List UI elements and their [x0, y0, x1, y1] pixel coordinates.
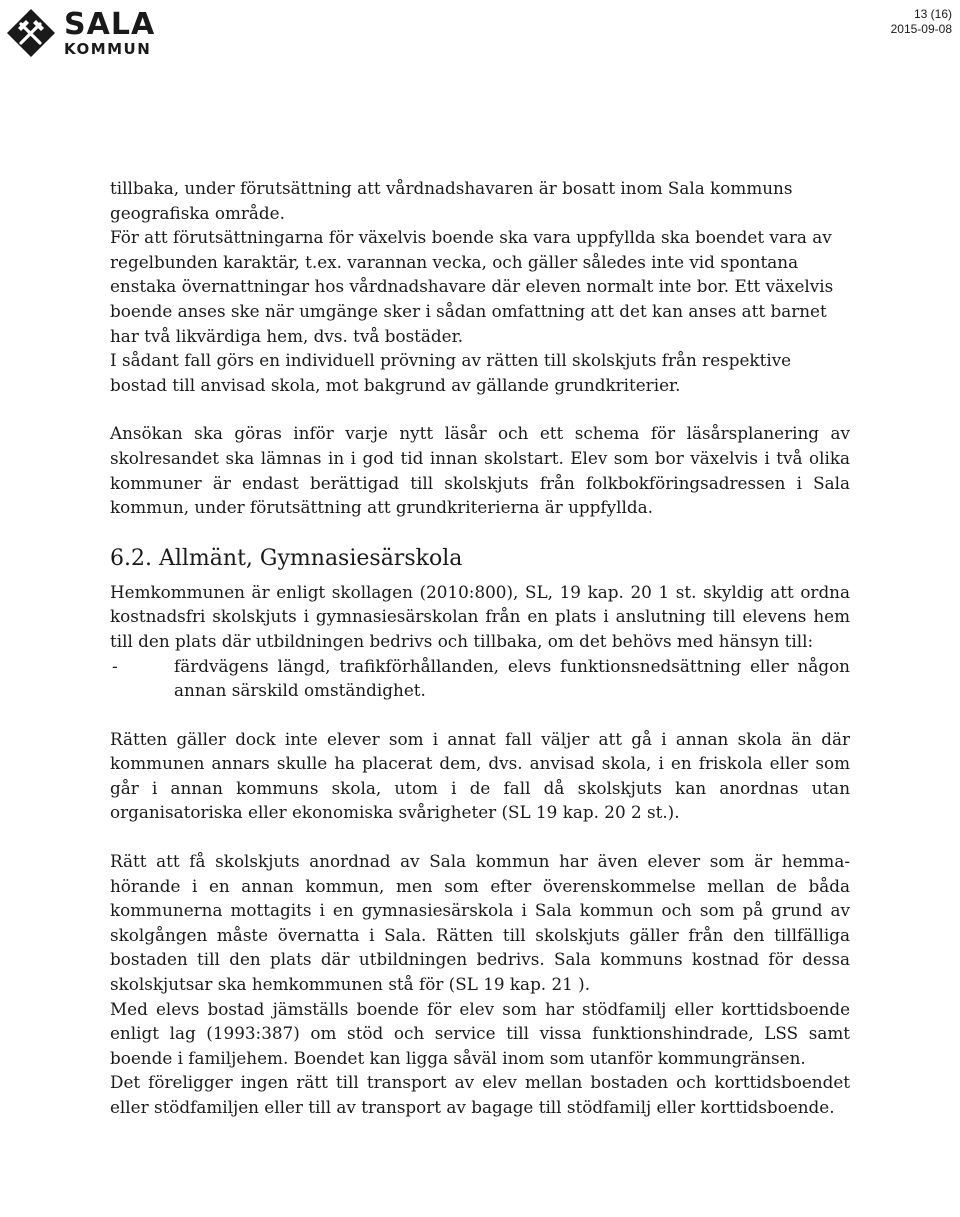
- page-number: 13 (16): [913, 7, 952, 21]
- paragraph-municipal-duty: Hemkommunen är enligt skollagen (2010:800), SL, 19 kap. 20 1 st. skyldig att ordna kostnadsfri skolskjuts i gymnasiesärskolan från en plats i anslutning till elevens hem till den plats där utbildningen bedrivs och tillbaka, om det behövs med hänsyn till:: [110, 581, 850, 651]
- paragraph-exception: Rätten gäller dock inte elever som i annat fall väljer att gå i annan skola än där kommunen annars skulle ha placerat dem, dvs. anvisad skola, i en friskola eller som går i annan kommuns skola, utom i de fall då skolskjuts kan anordnas utan organisatoriska eller ekonomiska svårigheter (SL 19 kap. 20 2 st.).: [110, 728, 850, 823]
- page-meta: [891, 7, 952, 37]
- paragraph-continuation: tillbaka, under förutsättning att vårdnadshavaren är bosatt inom Sala kommuns geografiska område.: [110, 178, 793, 223]
- paragraph-equivalent-housing: Med elevs bostad jämställs boende för elev som har stödfamilj eller korttidsboende enligt lag (1993:387) om stöd och service till vissa funktionshindrade, LSS samt boende i familjehem. Boendet kan ligga såväl inom som utanför kommungränsen.: [110, 998, 850, 1068]
- bullet-text: färdvägens längd, trafikförhållanden, elevs funktionsnedsättning eller någon annan särskild omständighet.: [174, 655, 850, 701]
- sala-kommun-logo: [6, 4, 155, 62]
- sala-emblem-icon: [6, 8, 56, 58]
- paragraph-alternating-housing: För att förutsättningarna för växelvis boende ska vara uppfyllda ska boendet vara av regelbunden karaktär, t.ex. varannan vecka, och gäller således inte vid spontana enstaka övernattningar hos vårdnadshavare där eleven normalt inte bor. Ett växelvis boende anses ske när umgänge sker i sådan omfattning att det kan anses att barnet har två likvärdiga hem, dvs. två bostäder.: [110, 227, 834, 346]
- bullet-marker: -: [112, 655, 118, 676]
- paragraph-individual-review: I sådant fall görs en individuell prövning av rätten till skolskjuts från respektive bostad till anvisad skola, mot bakgrund av gällande grundkriterier.: [110, 350, 792, 395]
- list-item: [110, 654, 850, 703]
- paragraph-no-transport-right: Det föreligger ingen rätt till transport av elev mellan bostaden och korttidsboendet eller stödfamiljen eller till av transport av bagage till stödfamilj eller korttidsboende.: [110, 1072, 850, 1117]
- logo-name: SALA: [64, 6, 156, 42]
- section-heading: 6.2. Allmänt, Gymnasiesärskola: [110, 545, 463, 571]
- document-date: 2015-09-08: [890, 22, 952, 36]
- logo-subtitle: KOMMUN: [64, 39, 152, 58]
- paragraph-application: Ansökan ska göras inför varje nytt läsår och ett schema för läsårsplanering av skolresandet ska lämnas in i god tid innan skolstart. Elev som bor växelvis i två olika kommuner är endast berättigad till skolskjuts från folkbokföringsadressen i Sala kommun, under förutsättning att grundkriterierna är uppfyllda.: [110, 423, 850, 518]
- paragraph-other-municipality: Rätt att få skolskjuts anordnad av Sala kommun har även elever som är hemma-hörande i en annan kommun, men som efter överenskommelse mellan de båda kommunerna mottagits i en gymnasiesärskola i Sala kommun och som på grund av skolgången måste övernatta i Sala. Rätten till skolskjuts gäller från den tillfälliga bostaden till den plats där utbildningen bedrivs. Sala kommuns kostnad för dessa skolskjutsar ska hemkommunen stå för (SL 19 kap. 21 ).: [110, 851, 850, 995]
- document-body: [110, 176, 850, 1120]
